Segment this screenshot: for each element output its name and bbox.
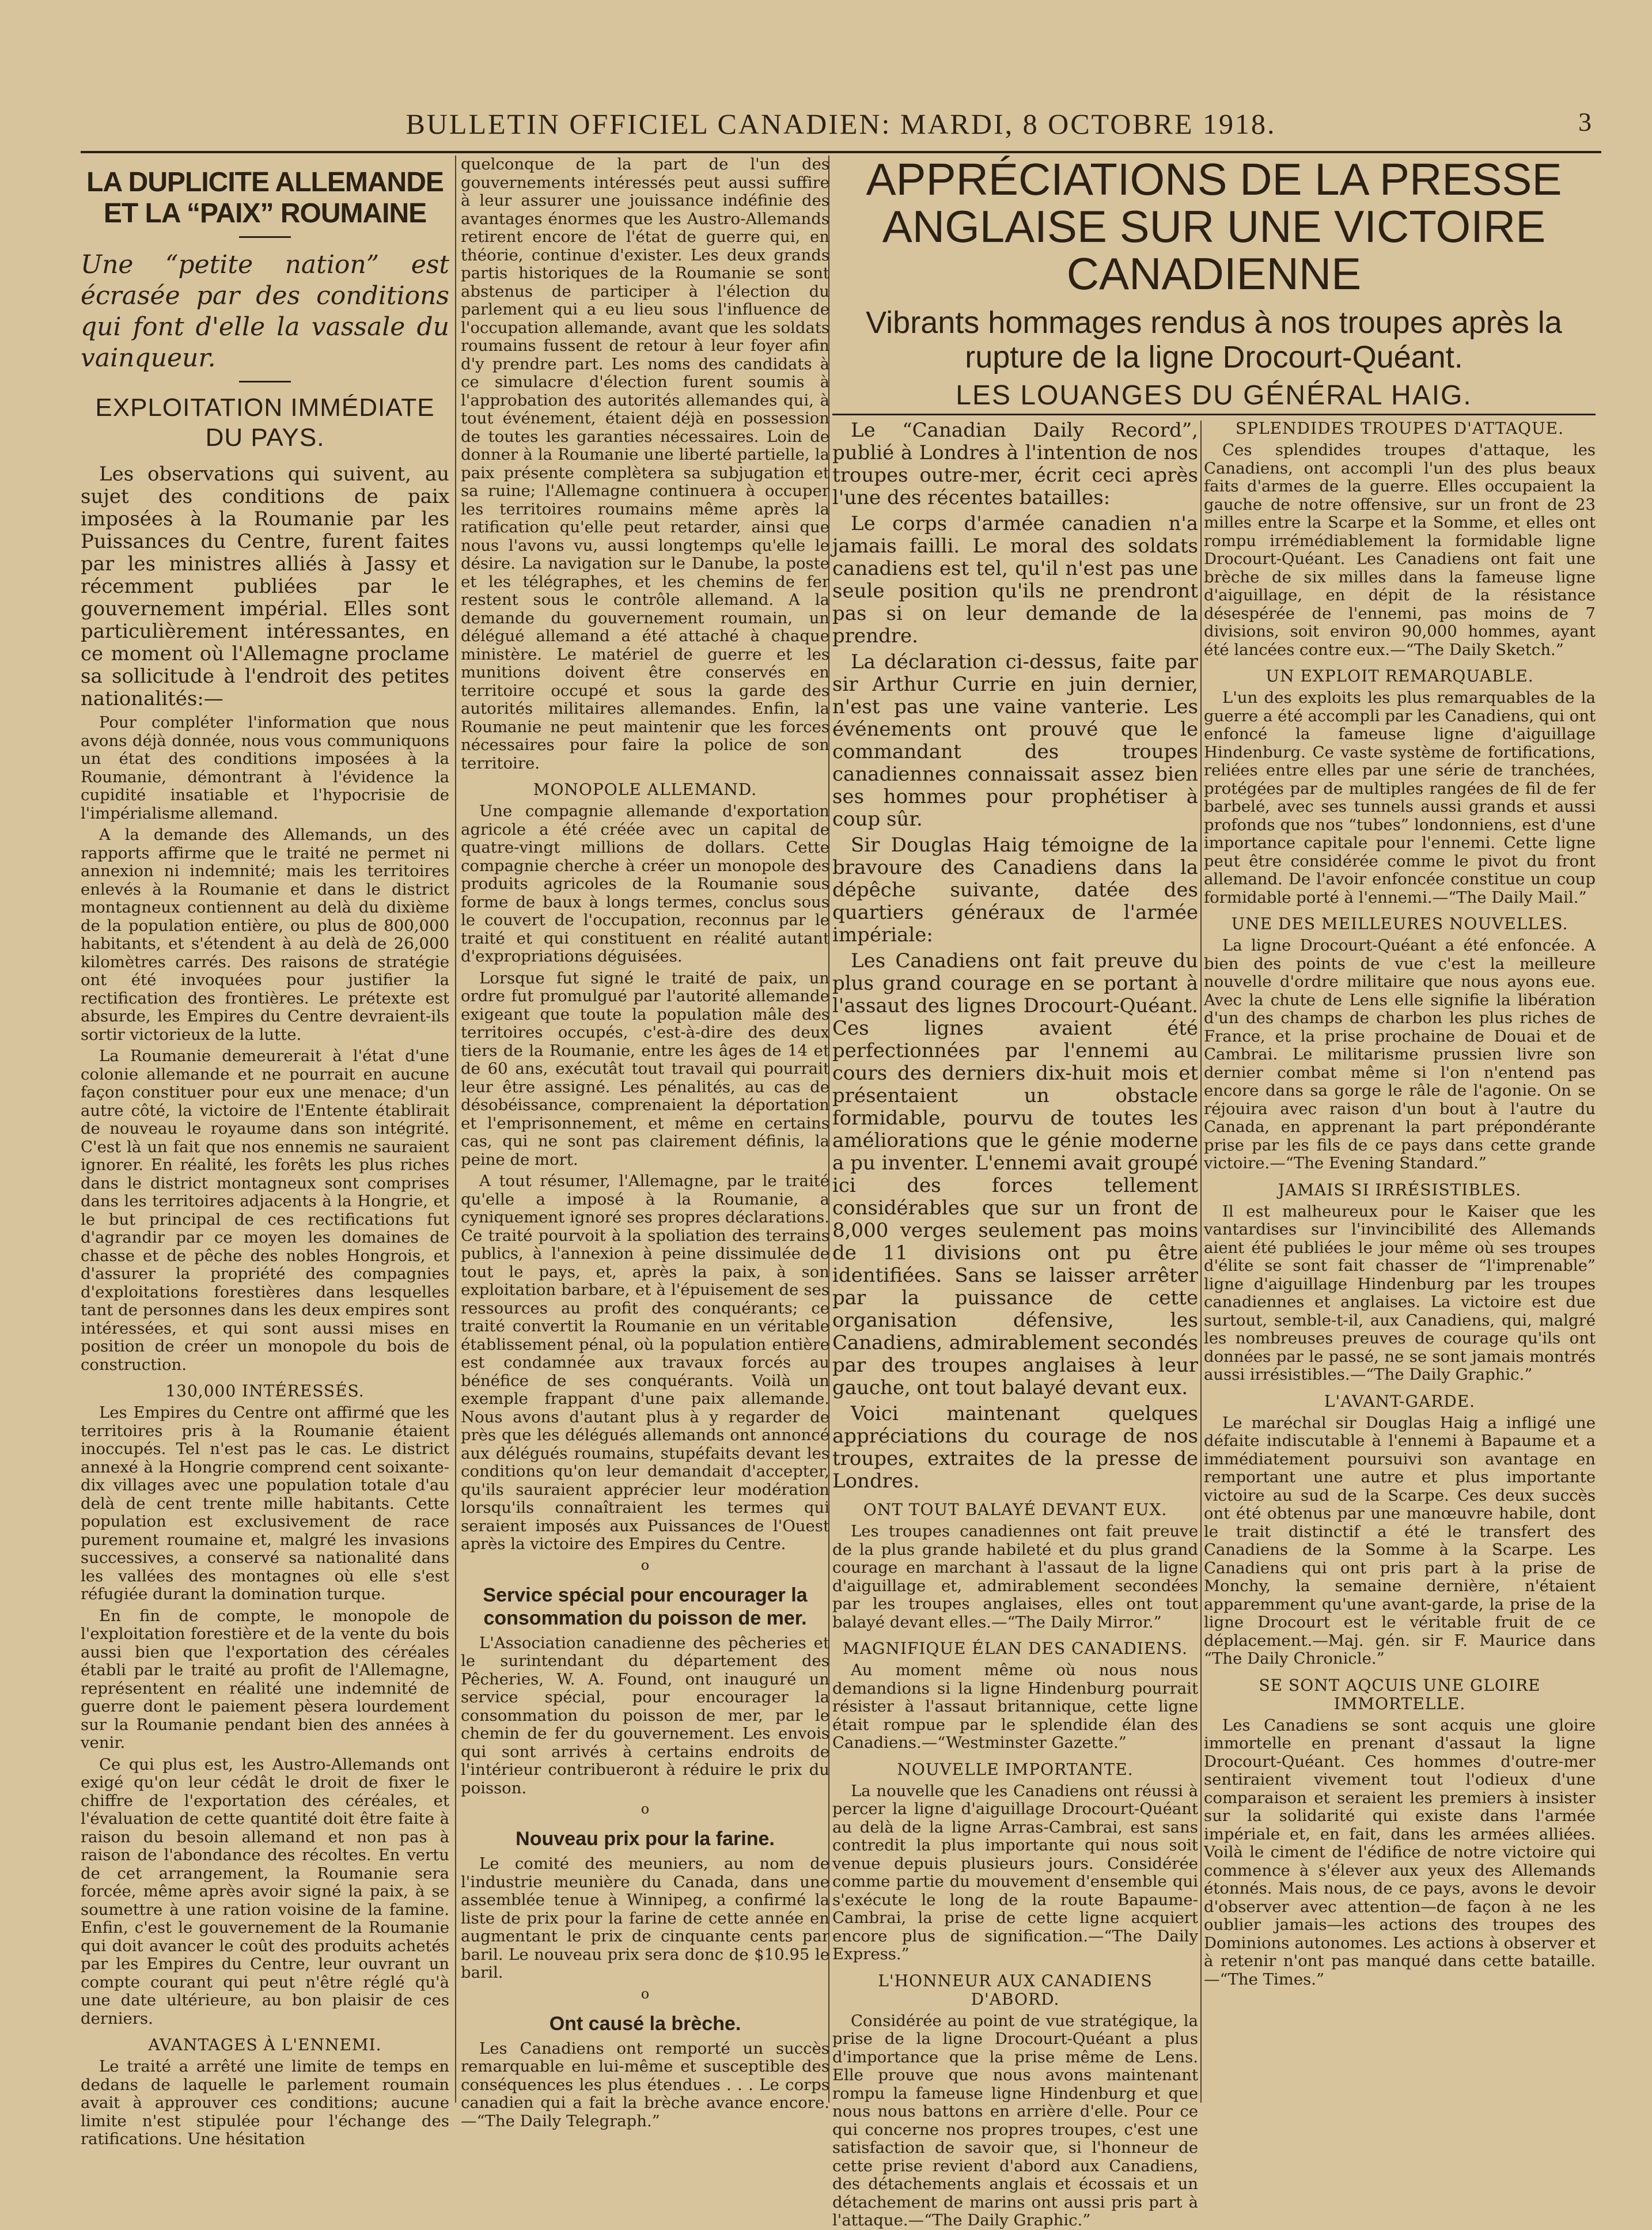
paragraph: La Roumanie demeurerait à l'état d'une colonie allemande et ne pourrait en aucune façon constituer pour eux une menace; d'un autre côté, la victoire de l'Entente établirait de nouveau le royaume dans son intégrité. C'est là un fait que nos ennemis ne sauraient ignorer. En réalité, les forêts les plus riches dans le district montagneux sont comprises dans les territoires adjacents à la Hongrie, et le but principal de ces rectifications fut d'agrandir par ce moyen les domaines de chasse et de pêche des nobles Hongrois, et d'assurer la propriété des compagnies d'exploitations forestières dans lesquelles tant de personnes dans les deux empires sont intéressées, et qui sont aussi mises en position de créer un monopole du bois de construction. bbox=[81, 1047, 449, 1374]
paragraph: L'Association canadienne des pêcheries et le surintendant du département des Pêcheries, W. A. Found, ont inauguré un service spécial, pour encourager la consommation du poisson de mer, par le chemin de fer du gouvernement. Les envois qui sont arrivés à certains endroits de l'intérieur contribueront à réduire le prix du poisson. bbox=[461, 1633, 829, 1797]
subhead: SPLENDIDES TROUPES D'ATTAQUE. bbox=[1236, 419, 1564, 438]
subhead: 130,000 INTÉRESSÉS. bbox=[165, 1381, 365, 1400]
paragraph: Ce qui plus est, les Austro-Allemands ont exigé qu'on leur cédât le droit de fixer le chiffre de l'exportation des céréales, et l'évaluation de cette quantité doit être faite à raison du besoin allemand et non pas à raison de l'abondance des récoltes. En vertu de cet arrangement, la Roumanie sera forcée, même après avoir signé la paix, à se soumettre à une ration voisine de la famine. Enfin, c'est le gouvernement de la Roumanie qui doit avancer le coût des produits achetés par les Empires du Centre, leur ouvrant un compte courant qui peut n'être réglé qu'à une date ultérieure, au bon plaisir de ces derniers. bbox=[81, 1755, 449, 2028]
column-2 bbox=[461, 155, 829, 2130]
feature-headline: APPRÉCIATIONS DE LA PRESSE ANGLAISE SUR UNE VICTOIRE CANADIENNE bbox=[866, 154, 1562, 299]
subhead: JAMAIS SI IRRÉSISTIBLES. bbox=[1278, 1180, 1522, 1199]
paragraph: Voici maintenant quelques appréciations du courage de nos troupes, extraites de la presse de Londres. bbox=[832, 1402, 1198, 1493]
paragraph: La nouvelle que les Canadiens ont réussi à percer la ligne d'aiguillage Drocourt-Quéant au delà de la ligne Arras-Cambrai, est sans contredit la plus importante qui nous soit venue depuis plusieurs jours. Considérée comme partie du mouvement d'ensemble qui s'exécute le long de la route Bapaume-Cambrai, la prise de cette ligne acquiert encore plus de signification.—“The Daily Express.” bbox=[832, 1781, 1198, 1963]
paragraph: Sir Douglas Haig témoigne de la bravoure des Canadiens dans la dépêche suivante, datée des quartiers généraux de l'armée impériale: bbox=[832, 834, 1198, 946]
paragraph: Lorsque fut signé le traité de paix, un ordre fut promulgué par l'autorité allemande exigeant que toute la population mâle des territoires occupés, c'est-à-dire des deux tiers de la Roumanie, entre les âges de 14 et de 60 ans, exécutât tout travail qui pourrait leur être assigné. Les pénalités, au cas de désobéissance, comprenaient la déportation et l'emprisonnement, et même en certains cas, qui ne sont pas clairement définis, la peine de mort. bbox=[461, 968, 829, 1169]
paragraph: La ligne Drocourt-Quéant a été enfoncée. A bien des points de vue c'est la meilleure nouvelle d'ordre militaire que nous ayons eue. Avec la chute de Lens elle signifie la libération d'un des champs de charbon les plus riches de France, et la prise prochaine de Douai et de Cambrai. Le militarisme prussien livre son dernier combat même si l'on n'entend pas encore dans sa gorge le râle de l'agonie. On se réjouira avec raison d'un bout à l'autre du Canada, en apprenant la part prépondérante prise par les fils de ce pays dans cette grande victoire.—“The Evening Standard.” bbox=[1204, 936, 1596, 1172]
divider bbox=[239, 381, 291, 383]
masthead-rule bbox=[81, 151, 1601, 153]
paragraph: Les Canadiens se sont acquis une gloire immortelle en prenant d'assaut la ligne Drocourt-Quéant. Ces hommes d'outre-mer sentiraient vivement tout l'odieux d'une comparaison et seraient les premiers à insister sur la solidarité qui existe dans l'armée impériale et, en fait, dans les armées alliées. Voilà le ciment de l'édifice de notre victoire qui commence à s'élever aux yeux des Allemands étonnés. Mais nous, de ce pays, avons le devoir d'observer avec attention—de façon à ne les oublier jamais—les actions des troupes des Dominions autonomes. Les actions à observer et à retenir n'ont pas manqué dans cette bataille.—“The Times.” bbox=[1204, 1716, 1596, 1989]
subhead: MAGNIFIQUE ÉLAN DES CANADIENS. bbox=[843, 1639, 1188, 1658]
section-headline: EXPLOITATION IMMÉDIATE DU PAYS. bbox=[95, 393, 435, 452]
column-divider bbox=[455, 156, 456, 2103]
paragraph: Le corps d'armée canadien n'a jamais failli. Le moral des soldats canadiens est tel, qu'il n'est pas une seule position qu'ils ne prendront pas si on leur demande de la prendre. bbox=[832, 512, 1198, 648]
subhead: AVANTAGES À L'ENNEMI. bbox=[148, 2035, 382, 2054]
subhead: SE SONT AQCUIS UNE GLOIRE IMMORTELLE. bbox=[1259, 1675, 1541, 1713]
paragraph: Le comité des meuniers, au nom de l'industrie meunière du Canada, dans une assemblée tenue à Winnipeg, a confirmé la liste de prix pour la farine de cette année en augmentant le prix de cinquante cents par baril. Le nouveau prix sera donc de $10.95 le baril. bbox=[461, 1854, 829, 1982]
column-4 bbox=[1204, 419, 1596, 2107]
lead-paragraph: Les observations qui suivent, au sujet des conditions de paix imposées à la Roumanie par les Puissances du Centre, furent faites par les ministres alliés à Jassy et récemment publiées par le gouvernement impérial. Elles sont particulièrement intéressantes, en ce moment où l'Allemagne proclame sa sollicitude à l'endroit des petites nationalités:— bbox=[81, 463, 449, 710]
paragraph: Au moment même où nous nous demandions si la ligne Hindenburg pourrait résister à l'assaut britannique, cette ligne était rompue par le splendide élan des Canadiens.—“Westminster Gazette.” bbox=[832, 1661, 1198, 1752]
article-headline-flour: Nouveau prix pour la farine. bbox=[516, 1828, 775, 1850]
paragraph: Une compagnie allemande d'exportation agricole a été créée avec un capital de quatre-vingt millions de dollars. Cette compagnie cherche à créer un monopole des produits agricoles de la Roumanie sous forme de baux à longs termes, conclus sous le couvert de l'occupation, reconnus par le traité et qui constituent en réalité autant d'expropriations déguisées. bbox=[461, 802, 829, 966]
paragraph: A la demande des Allemands, un des rapports affirme que le traité ne permet ni annexion ni indemnité; mais les territoires enlevés à la Roumanie et dans le district montagneux contiennent au delà du dixième de la population entière, ou plus de 800,000 habitants, et s'étendent à au delà de 26,000 kilomètres carrés. Des raisons de stratégie ont été invoquées pour justifier la rectification des frontières. Le prétexte est absurde, les Empires du Centre devraient-ils sortir victorieux de la lutte. bbox=[81, 826, 449, 1044]
article-headline: LA DUPLICITE ALLEMANDE ET LA “PAIX” ROUMAINE bbox=[86, 167, 444, 229]
subhead: UNE DES MEILLEURES NOUVELLES. bbox=[1231, 914, 1568, 933]
column-1 bbox=[81, 156, 449, 2148]
subhead: UN EXPLOIT REMARQUABLE. bbox=[1265, 667, 1534, 686]
article-headline-fish: Service spécial pour encourager la consommation du poisson de mer. bbox=[483, 1584, 808, 1629]
paragraph: quelconque de la part de l'un des gouvernements intéressés peut aussi suffire à leur assurer une jouissance indéfinie des avantages énormes que les Austro-Allemands retirent encore de l'état de guerre qui, en théorie, continue d'exister. Les deux grands partis historiques de la Roumanie se sont abstenus de participer à l'élection du parlement qui a eu lieu sous l'influence de l'occupation allemande, avant que les soldats roumains fussent de retour à leur foyer afin d'y prendre part. Les noms des candidats à ce simulacre d'élection furent soumis à l'approbation des autorités allemandes qui, à tout événement, étaient déjà en possession de toutes les garanties nécessaires. Loin de donner à la Roumanie une liberté partielle, la paix présente complètera sa subjugation et sa ruine; l'Allemagne continuera à occuper les territoires roumains même après la ratification qu'elle peut retarder, ainsi que nous l'avons vu, aussi longtemps qu'elle le désire. La navigation sur le Danube, la poste et les télégraphes, et les chemins de fer restent sous le contrôle allemand. A la demande du gouvernement roumain, un délégué allemand a été attaché à chaque ministère. Le matériel de guerre et les munitions doivent être conservés en territoire occupé et sous la garde des autorités militaires allemandes. Enfin, la Roumanie ne peut maintenir que les forces nécessaires pour faire la police de son territoire. bbox=[461, 155, 829, 773]
subhead: L'AVANT-GARDE. bbox=[1324, 1391, 1476, 1411]
feature-deck: Vibrants hommages rendus à nos troupes après la rupture de la ligne Drocourt-Quéant. bbox=[866, 305, 1562, 374]
paragraph: Considérée au point de vue stratégique, la prise de la ligne Drocourt-Quéant a plus d'importance que la prise même de Lens. Elle prouve que nous avons maintenant rompu la fameuse ligne Hindenburg et que nous nous battons en arrière d'elle. Pour ce qui concerne nos propres troupes, c'est une satisfaction de savoir que, si l'honneur de cette prise revient d'abord aux Canadiens, des détachements anglais et écossais et un détachement de marins ont aussi pris part à l'attaque.—“The Daily Graphic.” bbox=[832, 2011, 1198, 2229]
subhead: NOUVELLE IMPORTANTE. bbox=[897, 1759, 1134, 1779]
column-divider bbox=[1200, 421, 1202, 2103]
paragraph: Pour compléter l'information que nous avons déjà donnée, nous vous communiquons un état des conditions imposées à la Roumanie, démontrant à l'évidence la cupidité insatiable et l'hypocrisie de l'impérialisme allemand. bbox=[81, 713, 449, 823]
feature-rule bbox=[832, 414, 1596, 415]
paragraph: Le traité a arrêté une limite de temps en dedans de laquelle le parlement roumain avait à approuver ces conditions; aucune limite n'est stipulée pour l'échange des ratifications. Une hésitation bbox=[81, 2057, 449, 2148]
paragraph: L'un des exploits les plus remarquables de la guerre a été accompli par les Canadiens, qui ont enfoncé la fameuse ligne d'aiguillage Hindenburg. Ce vaste système de fortifications, reliées entre elles par une série de tranchées, protégées par de multiples rangées de fil de fer barbelé, avec ses tunnels aussi grands et aussi profonds que nos “tubes” londonniens, est d'une importance capitale pour l'ennemi. Cette ligne peut être considérée comme le pivot du front allemand. De l'avoir enfoncée constitue un coup formidable porté à l'ennemi.—“The Daily Mail.” bbox=[1204, 688, 1596, 907]
separator: o bbox=[641, 1801, 650, 1817]
subhead: ONT TOUT BALAYÉ DEVANT EUX. bbox=[863, 1500, 1168, 1519]
paragraph: Ces splendides troupes d'attaque, les Canadiens, ont accompli l'un des plus beaux faits d'armes de la guerre. Elles occupaient la gauche de notre offensive, sur un front de 23 milles entre la Scarpe et la Somme, et elles ont rompu irrémédiablement la formidable ligne Drocourt-Quéant. Les Canadiens ont fait une brèche de six milles dans la fameuse ligne d'aiguillage, en dépit de la résistance désespérée de l'ennemi, pas moins de 7 divisions, soit environ 90,000 hommes, ayant été lancées contre eux.—“The Daily Sketch.” bbox=[1204, 441, 1596, 659]
paragraph: La déclaration ci-dessus, faite par sir Arthur Currie en juin dernier, n'est pas une vaine vanterie. Les événements ont prouvé que le commandant des troupes canadiennes connaissait assez bien ses hommes pour prophétiser à coup sûr. bbox=[832, 650, 1198, 831]
paragraph: Les troupes canadiennes ont fait preuve de la plus grande habileté et du plus grand courage en marchant à l'assaut de la ligne d'aiguillage et, admirablement secondées par les troupes anglaises, elles ont tout balayé devant elles.—“The Daily Mirror.” bbox=[832, 1522, 1198, 1631]
subhead: MONOPOLE ALLEMAND. bbox=[533, 780, 757, 799]
article-headline-breach: Ont causé la brèche. bbox=[549, 2012, 741, 2035]
page-number: 3 bbox=[1578, 107, 1592, 137]
masthead-title: BULLETIN OFFICIEL CANADIEN: MARDI, 8 OCTOBRE 1918. bbox=[406, 108, 1276, 140]
paragraph: A tout résumer, l'Allemagne, par le traité qu'elle a imposé à la Roumanie, a cyniquement ignoré ses propres déclarations. Ce traité pourvoit à la spoliation des terrains publics, à l'annexion à peine dissimulée de tout le pays, et, après la paix, à son exploitation barbare, et à l'épuisement de ses ressources au profit des conquérants; ce traité convertit la Roumanie en un véritable établissement pénal, où la population entière est condamnée aux travaux forcés au bénéfice de ses conquérants. Voilà un exemple frappant d'une paix allemande. Nous avons d'autant plus à y regarder de près que les délégués allemands ont annoncé aux délégués roumains, stupéfaits devant les conditions qu'on leur demandait d'accepter, qu'ils sauraient apprécier leur modération lorsqu'ils connaîtraient les termes qui seraient imposés aux Puissances de l'Ouest après la victoire des Empires du Centre. bbox=[461, 1172, 829, 1553]
paragraph: Les Empires du Centre ont affirmé que les territoires pris à la Roumanie étaient inoccupés. Tel n'est pas le cas. Le district annexé à la Hongrie comprend cent soixante-dix villages avec une population totale d'au delà de cent trente mille habitants. Cette population est exclusivement de race purement roumaine et, malgré les invasions successives, a conservé sa nationalité dans les vallées des montagnes où elle s'est réfugiée durant la domination turque. bbox=[81, 1403, 449, 1603]
paragraph: Il est malheureux pour le Kaiser que les vantardises sur l'invincibilité des Allemands aient été publiées le jour même où ses troupes d'élite se sont fait chasser de “l'imprenable” ligne d'aiguillage Hindenburg par les troupes canadiennes et anglaises. La victoire est due surtout, semble-t-il, aux Canadiens, qui, malgré les nombreuses preuves de courage qu'ils ont données par le passé, ne se sont jamais montrés aussi irrésistibles.—“The Daily Graphic.” bbox=[1204, 1202, 1596, 1384]
separator: o bbox=[641, 1985, 650, 2002]
paragraph: En fin de compte, le monopole de l'exploitation forestière et de la vente du bois aussi bien que l'exportation des céréales établi par le traité au profit de l'Allemagne, représentent en réalité une indemnité de guerre dont le paiement pèsera lourdement sur la Roumanie pendant bien des années à venir. bbox=[81, 1606, 449, 1752]
paragraph: Les Canadiens ont fait preuve du plus grand courage en se portant à l'assaut des lignes Drocourt-Quéant. Ces lignes avaient été perfectionnées par l'ennemi au cours des derniers dix-huit mois et présentaient un obstacle formidable, pourvu de toutes les améliorations que le génie moderne a pu inventer. L'ennemi avait groupé ici des forces tellement considérables que sur un front de 8,000 verges seulement pas moins de 11 divisions ont pu être identifiées. Sans se laisser arrêter par la puissance de cette organisation défensive, les Canadiens, admirablement secondés par des troupes anglaises à leur gauche, ont tout balayé devant eux. bbox=[832, 949, 1198, 1399]
column-3 bbox=[832, 419, 1198, 2229]
feature-subhead: LES LOUANGES DU GÉNÉRAL HAIG. bbox=[956, 380, 1472, 411]
subhead: L'HONNEUR AUX CANADIENS D'ABORD. bbox=[878, 1971, 1153, 2009]
paragraph: Le maréchal sir Douglas Haig a infligé une défaite indiscutable à l'ennemi à Bapaume et a immédiatement poursuivi son avantage en remportant une autre et plus importante victoire au sud de la Scarpe. Ces deux succès ont été obtenus par une manœuvre habile, dont le trait distinctif a été le transfert des Canadiens de la Somme à la Scarpe. Les Canadiens qui ont pris part à la prise de Monchy, la semaine dernière, n'étaient apparemment qu'une avant-garde, la prise de la ligne Drocourt est le véritable fruit de ce déplacement.—Maj. gén. sir F. Maurice dans “The Daily Chronicle.” bbox=[1204, 1413, 1596, 1668]
paragraph: Le “Canadian Daily Record”, publié à Londres à l'intention de nos troupes outre-mer, écrit ceci après l'une des récentes batailles: bbox=[832, 419, 1198, 509]
separator: o bbox=[641, 1557, 650, 1573]
paragraph: Les Canadiens ont remporté un succès remarquable en lui-même et susceptible des conséquences les plus étendues . . . Le corps canadien qui a fait la brèche avance encore.—“The Daily Telegraph.” bbox=[461, 2039, 829, 2130]
divider bbox=[239, 236, 291, 238]
article-deck: Une “petite nation” est écrasée par des conditions qui font d'elle la vassale du vainqueur. bbox=[81, 250, 449, 373]
